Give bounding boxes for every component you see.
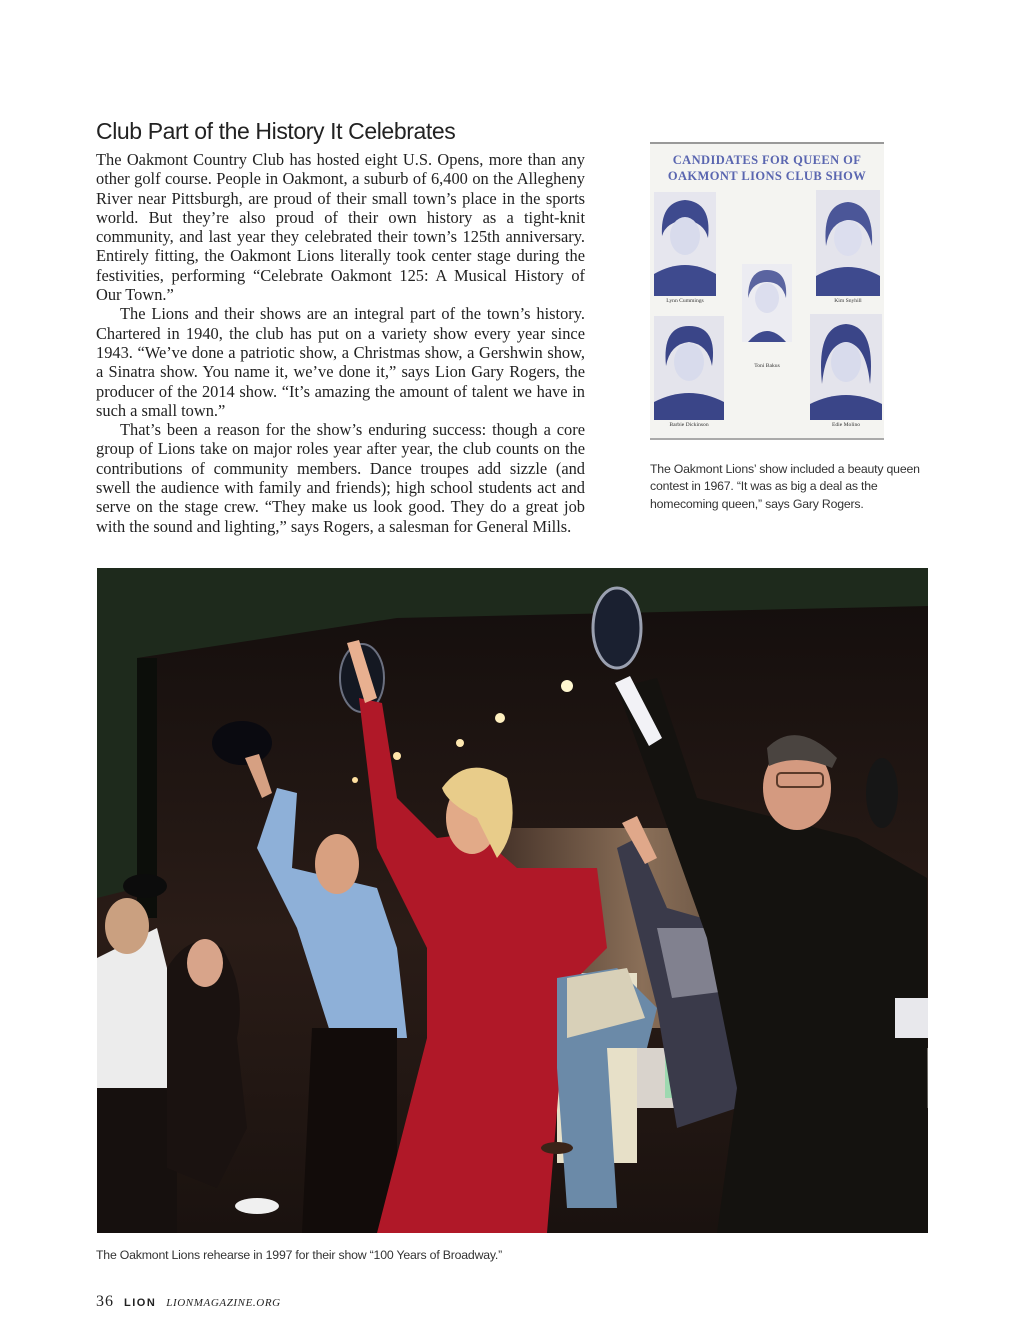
candidate-portrait bbox=[654, 316, 724, 420]
page-number: 36 bbox=[96, 1293, 114, 1310]
candidate-portrait bbox=[816, 190, 880, 296]
rehearsal-photo-caption: The Oakmont Lions rehearse in 1997 for their show “100 Years of Broadway.” bbox=[96, 1248, 503, 1262]
queen-candidates-clipping bbox=[650, 142, 884, 440]
candidate-name: Kim Snyhill bbox=[834, 298, 862, 304]
clipping-title-line: CANDIDATES FOR QUEEN OF bbox=[672, 153, 862, 167]
clipping-title bbox=[650, 152, 884, 184]
page-footer bbox=[96, 1293, 281, 1311]
candidate-name: Barbie Dickinson bbox=[669, 422, 709, 428]
rehearsal-photo bbox=[97, 568, 928, 1233]
magazine-name: LION bbox=[124, 1297, 157, 1309]
article-body bbox=[96, 150, 585, 536]
article-paragraph: The Lions and their shows are an integral part of the town’s history. Chartered in 1940, the club has put on a variety show every year since 1943. “We’ve done a patriotic show, a Christmas show, a Gershwin show, a Sinatra show. You name it, we’ve done it,” says Lion Gary Rogers, the producer of the 2014 show. “It’s amazing the amount of talent we have in such a small town.” bbox=[96, 304, 585, 420]
candidate-portrait bbox=[654, 192, 716, 296]
candidate-portrait bbox=[742, 264, 792, 342]
article-headline: Club Part of the History It Celebrates bbox=[96, 118, 456, 144]
article-paragraph: The Oakmont Country Club has hosted eight U.S. Opens, more than any other golf course. People in Oakmont, a suburb of 6,400 on the Allegheny River near Pittsburgh, are proud of their small town’s place in the sports world. But they’re also proud of their own history as a tight-knit community, and last year they celebrated their town’s 125th anniversary. Entirely fitting, the Oakmont Lions literally took center stage during the festivities, performing “Celebrate Oakmont 125: A Musical History of Our Town.” bbox=[96, 150, 585, 305]
candidate-name: Toni Bakus bbox=[754, 363, 780, 369]
article-paragraph: That’s been a reason for the show’s enduring success: though a core group of Lions take on major roles year after year, the club counts on the contributions of community members. Dance troupes add sizzle (and swell the audience with family and friends); high school students act and serve on the stage crew. “They make us look good. They do a great job with the sound and lighting,” says Rogers, a salesman for General Mills. bbox=[96, 420, 585, 536]
clipping-caption: The Oakmont Lions’ show included a beauty queen contest in 1967. “It was as big a deal as the homecoming queen,” says Gary Rogers. bbox=[650, 462, 920, 511]
candidate-name: Lynn Cummings bbox=[666, 298, 704, 304]
candidate-name: Edie Molino bbox=[831, 422, 861, 428]
clipping-title-line: OAKMONT LIONS CLUB SHOW bbox=[667, 169, 867, 183]
candidate-portrait bbox=[810, 314, 882, 420]
magazine-url: LIONMAGAZINE.ORG bbox=[166, 1297, 281, 1309]
